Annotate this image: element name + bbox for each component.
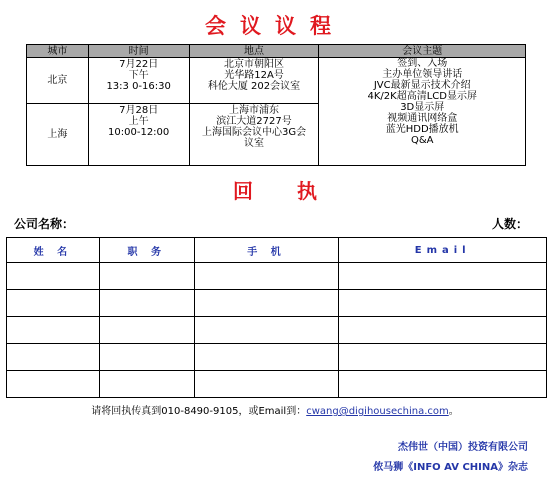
- topic-item: 视频通讯网络盒: [387, 113, 458, 124]
- column-email: Email: [339, 238, 547, 263]
- place-line: 议室: [244, 138, 265, 149]
- column-position: 职 务: [99, 238, 194, 263]
- date-text: 7月22日: [119, 59, 159, 70]
- email-field[interactable]: [339, 344, 547, 371]
- mobile-field[interactable]: [194, 371, 339, 398]
- topic-item: 4K/2K超高清LCD显示屏: [367, 91, 477, 102]
- form-row: [7, 317, 547, 344]
- header-topic: 会议主题: [319, 45, 526, 58]
- attendee-count-label: 人数：: [491, 217, 528, 231]
- receipt-title: [0, 175, 550, 204]
- name-field[interactable]: [7, 371, 100, 398]
- position-field[interactable]: [99, 344, 194, 371]
- note-text: 请将回执传真到010-8490-9105，或Email到：: [91, 406, 307, 417]
- receipt-title-left: 回: [233, 179, 253, 203]
- period-text: 下午: [128, 70, 149, 81]
- email-field[interactable]: [339, 263, 547, 290]
- agenda-row-beijing: [27, 58, 526, 104]
- form-row: [7, 290, 547, 317]
- header-place: 地点: [189, 45, 319, 58]
- form-header-row: [7, 238, 547, 263]
- note-suffix: 。: [448, 406, 459, 417]
- place-line: 科伦大厦 202会议室: [207, 81, 301, 92]
- place-line: 光华路12A号: [224, 70, 284, 81]
- position-field[interactable]: [99, 263, 194, 290]
- agenda-table: [26, 44, 526, 166]
- topic-item: 主办单位领导讲话: [382, 69, 463, 80]
- place-cell: [189, 58, 319, 104]
- registration-form-table: [6, 237, 547, 398]
- date-text: 7月28日: [119, 105, 159, 116]
- topic-item: JVC最新显示技术介绍: [373, 80, 471, 91]
- name-field[interactable]: [7, 263, 100, 290]
- email-field[interactable]: [339, 371, 547, 398]
- name-field[interactable]: [7, 290, 100, 317]
- mobile-field[interactable]: [194, 344, 339, 371]
- hours-text: 13:3 0-16:30: [106, 81, 171, 92]
- form-row: [7, 371, 547, 398]
- company-name-label: 公司名称：: [14, 217, 75, 231]
- topic-item: 蓝光HDD播放机: [385, 124, 459, 135]
- form-row: [7, 263, 547, 290]
- topic-item: 签到、入场: [397, 58, 448, 69]
- submission-note: [0, 402, 550, 417]
- city-cell: 北京: [27, 58, 89, 104]
- position-field[interactable]: [99, 371, 194, 398]
- topic-item: Q&A: [410, 135, 434, 146]
- name-field[interactable]: [7, 317, 100, 344]
- hours-text: 10:00-12:00: [108, 127, 170, 138]
- place-line: 北京市朝阳区: [224, 59, 285, 70]
- mobile-field[interactable]: [194, 263, 339, 290]
- header-city: 城市: [27, 45, 89, 58]
- city-cell: 上海: [27, 104, 89, 166]
- email-field[interactable]: [339, 290, 547, 317]
- header-time: 时间: [88, 45, 189, 58]
- form-row: [7, 344, 547, 371]
- topic-item: 3D显示屏: [400, 102, 445, 113]
- time-cell: [88, 58, 189, 104]
- mobile-field[interactable]: [194, 290, 339, 317]
- column-mobile: 手 机: [194, 238, 339, 263]
- email-field[interactable]: [339, 317, 547, 344]
- position-field[interactable]: [99, 290, 194, 317]
- place-line: 上海市浦东: [229, 105, 280, 116]
- organizer-magazine: 侬马狮《INFO AV CHINA》杂志: [373, 462, 528, 473]
- receipt-title-right: 执: [297, 179, 317, 203]
- mobile-field[interactable]: [194, 317, 339, 344]
- page-title: 会议议程: [205, 13, 345, 38]
- organizer-jvc: 杰伟世（中国）投资有限公司: [398, 442, 528, 453]
- time-cell: [88, 104, 189, 166]
- name-field[interactable]: [7, 344, 100, 371]
- agenda-header-row: [27, 45, 526, 58]
- email-link[interactable]: cwang@digihousechina.com: [306, 406, 449, 417]
- column-name: 姓 名: [7, 238, 100, 263]
- period-text: 上午: [128, 116, 149, 127]
- place-line: 上海国际会议中心3G会: [201, 127, 307, 138]
- topics-cell: [319, 58, 526, 166]
- position-field[interactable]: [99, 317, 194, 344]
- place-line: 滨江大道2727号: [216, 116, 292, 127]
- place-cell: [189, 104, 319, 166]
